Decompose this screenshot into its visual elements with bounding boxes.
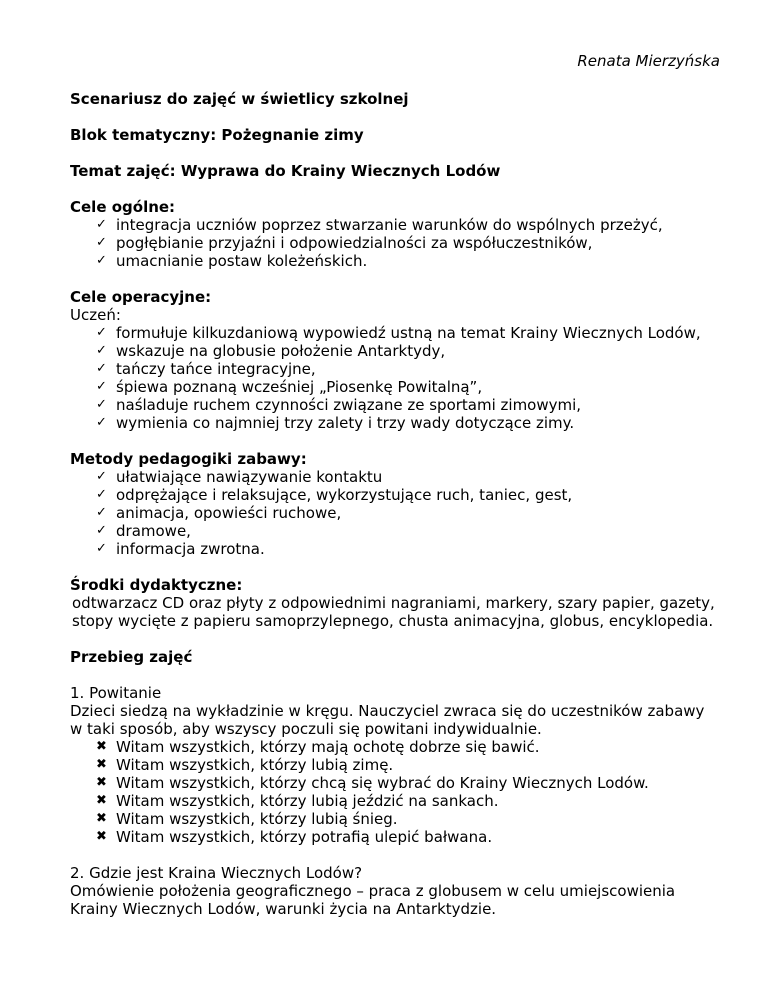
list-item: ✓ animacja, opowieści ruchowe, — [96, 504, 342, 522]
general-goals-heading: Cele ogólne: — [70, 198, 176, 216]
course-heading: Przebieg zajęć — [70, 648, 193, 666]
check-mark-icon: ✓ — [96, 469, 107, 484]
list-item: ✓ naśladuje ruchem czynności związane ze sportami zimowymi, — [96, 396, 582, 414]
check-mark-icon: ✓ — [96, 325, 107, 340]
list-item: ✖ Witam wszystkich, którzy lubią zimę. — [96, 756, 394, 774]
check-mark-icon: ✓ — [96, 217, 107, 232]
check-mark-icon: ✓ — [96, 415, 107, 430]
methods-heading: Metody pedagogiki zabawy: — [70, 450, 307, 468]
list-item: ✓ umacnianie postaw koleżeńskich. — [96, 252, 368, 270]
methods-list — [70, 468, 720, 558]
methods-section — [70, 450, 720, 558]
greetings-list — [70, 738, 720, 846]
heavy-cross-icon: ✖ — [96, 739, 107, 754]
general-goals-section — [70, 198, 720, 270]
list-item: ✓ integracja uczniów poprzez stwarzanie warunków do wspólnych przeżyć, — [96, 216, 663, 234]
check-mark-icon: ✓ — [96, 235, 107, 250]
step-1-text: Dzieci siedzą na wykładzinie w kręgu. Nauczyciel zwraca się do uczestników zabawy w taki sposób, aby wszyscy poczuli się powitani indywidualnie. — [70, 702, 705, 738]
course-section — [70, 648, 720, 918]
step-2-text: Omówienie położenia geograficznego – praca z globusem w celu umiejscowienia Krainy Wiecznych Lodów, warunki życia na Antarktydzie. — [70, 882, 676, 918]
list-item: ✖ Witam wszystkich, którzy mają ochotę dobrze się bawić. — [96, 738, 540, 756]
check-mark-icon: ✓ — [96, 505, 107, 520]
operational-goals-heading: Cele operacyjne: — [70, 288, 212, 306]
list-item: ✓ tańczy tańce integracyjne, — [96, 360, 316, 378]
list-item: ✖ Witam wszystkich, którzy chcą się wybrać do Krainy Wiecznych Lodów. — [96, 774, 649, 792]
means-text: odtwarzacz CD oraz płyty z odpowiednimi nagraniami, markery, szary papier, gazety, stopy wycięte z papieru samoprzylepnego, chusta animacyjna, globus, encyklopedia. — [72, 594, 715, 630]
operational-goals-list — [70, 324, 720, 432]
list-item: ✓ śpiewa poznaną wcześniej „Piosenkę Powitalną”, — [96, 378, 483, 396]
check-mark-icon: ✓ — [96, 343, 107, 358]
check-mark-icon: ✓ — [96, 397, 107, 412]
thematic-block: Blok tematyczny: Pożegnanie zimy — [70, 126, 364, 144]
list-item: ✖ Witam wszystkich, którzy lubią jeździć na sankach. — [96, 792, 499, 810]
list-item: ✓ dramowe, — [96, 522, 191, 540]
list-item: ✓ ułatwiające nawiązywanie kontaktu — [96, 468, 383, 486]
check-mark-icon: ✓ — [96, 361, 107, 376]
author-name: Renata Mierzyńska — [577, 52, 720, 70]
list-item: ✓ wskazuje na globusie położenie Antarktydy, — [96, 342, 446, 360]
heavy-cross-icon: ✖ — [96, 793, 107, 808]
document-title: Scenariusz do zajęć w świetlicy szkolnej — [70, 90, 409, 108]
list-item: ✓ informacja zwrotna. — [96, 540, 265, 558]
heavy-cross-icon: ✖ — [96, 829, 107, 844]
list-item: ✓ odprężające i relaksujące, wykorzystujące ruch, taniec, gest, — [96, 486, 573, 504]
heavy-cross-icon: ✖ — [96, 757, 107, 772]
operational-goals-intro: Uczeń: — [70, 306, 121, 324]
list-item: ✓ pogłębianie przyjaźni i odpowiedzialności za współuczestników, — [96, 234, 593, 252]
step-2-title: 2. Gdzie jest Kraina Wiecznych Lodów? — [70, 864, 363, 882]
means-section — [70, 576, 720, 630]
list-item: ✖ Witam wszystkich, którzy potrafią ulepić bałwana. — [96, 828, 493, 846]
check-mark-icon: ✓ — [96, 541, 107, 556]
general-goals-list — [70, 216, 720, 270]
heavy-cross-icon: ✖ — [96, 775, 107, 790]
operational-goals-section — [70, 288, 720, 432]
heavy-cross-icon: ✖ — [96, 811, 107, 826]
lesson-topic: Temat zajęć: Wyprawa do Krainy Wiecznych Lodów — [70, 162, 501, 180]
list-item: ✓ formułuje kilkuzdaniową wypowiedź ustną na temat Krainy Wiecznych Lodów, — [96, 324, 701, 342]
list-item: ✖ Witam wszystkich, którzy lubią śnieg. — [96, 810, 398, 828]
check-mark-icon: ✓ — [96, 487, 107, 502]
check-mark-icon: ✓ — [96, 253, 107, 268]
document-page — [70, 52, 720, 918]
check-mark-icon: ✓ — [96, 523, 107, 538]
step-1-title: 1. Powitanie — [70, 684, 162, 702]
check-mark-icon: ✓ — [96, 379, 107, 394]
list-item: ✓ wymienia co najmniej trzy zalety i trzy wady dotyczące zimy. — [96, 414, 575, 432]
means-heading: Środki dydaktyczne: — [70, 576, 243, 594]
